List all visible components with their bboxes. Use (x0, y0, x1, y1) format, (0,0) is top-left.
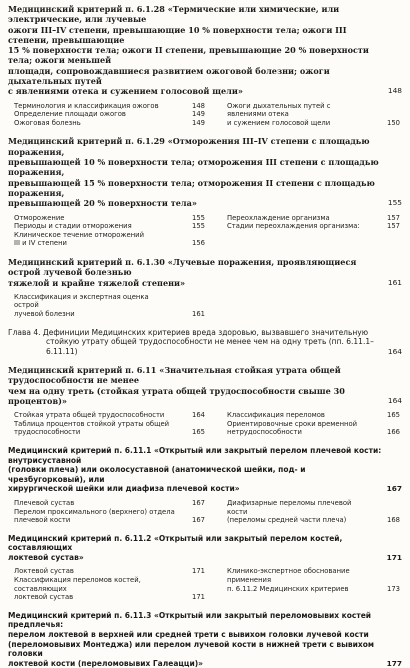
chapter-heading-line: Глава 4. Дефиниции Медицинских критериев вреда здоровью, вызвавшего значительную (8, 327, 369, 337)
toc-subentry[interactable] (14, 576, 205, 602)
toc-subentry[interactable] (227, 419, 400, 437)
page-number: 150 (387, 118, 400, 127)
page-number: 171 (192, 567, 205, 576)
subentries-left (8, 499, 205, 525)
criterion-heading-line: чем на одну треть (стойкая утрата общей трудоспособности свыше 30 процентов)» (8, 385, 345, 406)
toc-subentry[interactable] (227, 498, 400, 525)
criterion-heading[interactable] (8, 4, 402, 97)
subentry-text: Диафизарные переломы плечевой кости (227, 498, 352, 516)
criterion-heading[interactable] (8, 611, 402, 668)
page-number: 157 (387, 213, 400, 222)
criterion-heading-line: Медицинский критерий п. 6.11.1 «Открытый или закрытый перелом плечевой кости: внутрисуставной (8, 445, 382, 465)
toc-subentry[interactable] (14, 411, 205, 420)
subentries-left (8, 567, 205, 601)
criterion-heading-line: превышающей 10 % поверхности тела; отморожения III степени с площадью поражения, (8, 157, 379, 178)
page-number: 148 (387, 86, 402, 96)
subentry-text: нетрудоспособности (227, 428, 302, 437)
toc-subentry[interactable] (14, 567, 205, 576)
chapter-heading[interactable] (8, 328, 402, 357)
page-number: 165 (387, 411, 400, 420)
subentry-text: Локтевой сустав (14, 567, 74, 576)
toc-subentry[interactable] (14, 102, 205, 111)
criterion-heading-line: площади, сопровождавшиеся развитием ожоговой болезни; ожоги дыхательных путей (8, 65, 330, 87)
page-number: 161 (192, 309, 205, 318)
criterion-heading-line: превышающей 15 % поверхности тела; отморожения II степени с площадью поражения, (8, 177, 375, 198)
page-number: 165 (192, 428, 205, 437)
criterion-heading-line: ожоги III–IV степени, превышающие 10 % поверхности тела; ожоги III степени, превышающие (8, 24, 347, 45)
toc-section-6-1-30 (8, 257, 402, 319)
subentries-left (8, 102, 205, 128)
criterion-heading-line: Медицинский критерий п. 6.1.29 «Отморожения III–IV степени с площадью поражения, (8, 136, 370, 157)
criterion-heading-line: тяжелой и крайне тяжелой степени» (8, 277, 186, 288)
page-number: 155 (192, 213, 205, 222)
subentry-text: Ожоги дыхательных путей с явлениями отека (227, 101, 331, 119)
subentries-right (205, 499, 402, 525)
page-number: 167 (192, 516, 205, 525)
toc-subentry[interactable] (14, 214, 205, 223)
page-number: 149 (192, 118, 205, 127)
criterion-heading-line: Медицинский критерий п. 6.11.2 «Открытый или закрытый перелом костей, составляющих (8, 533, 343, 553)
subentry-text: Клинико-экспертное обоснование применения (227, 567, 350, 585)
criterion-heading-line: (головки плеча) или околосуставной (анатомической шейки, под- и чрезбугорковый), или (8, 465, 306, 484)
subentry-text: Переохлаждение организма (227, 213, 330, 222)
toc-subentry[interactable] (227, 567, 400, 593)
page-number: 148 (192, 101, 205, 110)
toc-section-6-11-1 (8, 446, 402, 525)
toc-subentry[interactable] (14, 508, 205, 525)
subentry-text: Таблица процентов стойкой утраты общей (14, 419, 170, 428)
page-number: 164 (387, 395, 402, 405)
toc-subentry[interactable] (14, 499, 205, 508)
toc-subentry[interactable] (14, 119, 205, 128)
subentry-text: Классификация и экспертная оценка острой (14, 292, 149, 310)
toc-subentry[interactable] (227, 222, 400, 231)
subentries-right (205, 293, 402, 319)
toc-subentry[interactable] (14, 231, 205, 248)
subentry-text: лучевой болезни (14, 309, 75, 318)
toc-section-6-1-29 (8, 136, 402, 247)
subentries (8, 102, 402, 128)
subentry-text: Ориентировочные сроки временной (227, 419, 358, 428)
criterion-heading-line: Медицинский критерий п. 6.1.30 «Лучевые поражения, проявляющиеся острой лучевой болезнью (8, 256, 357, 278)
criterion-heading-line: локтевой кости (переломовывих Галеацци)» (8, 658, 204, 668)
subentry-text: Классификация переломов костей, составляющих (14, 576, 141, 593)
subentry-text: п. 6.11.2 Медицинских критериев (227, 584, 349, 593)
page-number: 167 (192, 498, 205, 507)
subentry-text: Классификация переломов (227, 411, 325, 420)
toc-subentry[interactable] (227, 411, 400, 420)
criterion-heading-line: перелом локтевой в верхней или средней трети с вывихом головки лучевой кости (8, 630, 369, 640)
page-number: 177 (386, 658, 402, 668)
subentry-text: Отморожение (14, 213, 65, 222)
page-number: 161 (387, 277, 402, 287)
subentry-text: Клиническое течение отморожений (14, 230, 144, 239)
subentry-text: трудоспособности (14, 428, 81, 437)
criterion-heading-line: 15 % поверхности тела; ожоги II степени, превышающие 20 % поверхности тела; ожоги меньшей (8, 45, 369, 66)
subentries (8, 499, 402, 525)
page-number: 149 (192, 110, 205, 119)
chapter-heading-line: стойкую утрату общей трудоспособности не менее чем на одну треть (пп. 6.11.1– (46, 337, 374, 347)
subentries-right (205, 102, 402, 128)
toc-subentry[interactable] (14, 293, 205, 319)
criterion-heading-line: с явлениями отека и сужением голосовой щели» (8, 86, 243, 97)
criterion-heading[interactable] (8, 534, 402, 563)
subentry-text: Плечевой сустав (14, 498, 75, 507)
criterion-heading[interactable] (8, 257, 402, 288)
toc-subentry[interactable] (227, 213, 400, 223)
subentry-text: плечевой кости (14, 516, 71, 525)
toc-subentry[interactable] (14, 110, 205, 119)
criterion-heading-line: Медицинский критерий п. 6.11.3 «Открытый или закрытый переломовывих костей предплечья: (8, 610, 372, 630)
criterion-heading-line: Медицинский критерий п. 6.11 «Значительная стойкая утрата общей трудоспособности не менее (8, 364, 341, 386)
toc-subentry[interactable] (227, 101, 400, 128)
subentries (8, 411, 402, 437)
subentry-text: Определение площади ожогов (14, 110, 126, 119)
subentry-text: Терминология и классификация ожогов (14, 101, 159, 110)
toc-section-6-11-2 (8, 534, 402, 602)
subentry-text: III и IV степени (14, 239, 67, 248)
criterion-heading[interactable] (8, 136, 402, 208)
page-number: 164 (387, 347, 402, 357)
subentry-text: Стадии переохлаждения организма: (227, 222, 360, 231)
criterion-heading-line: локтевой сустав» (8, 552, 84, 562)
subentry-text: Ожоговая болезнь (14, 118, 81, 127)
page-number: 171 (386, 552, 402, 562)
page-number: 157 (387, 222, 400, 231)
page-number: 167 (386, 484, 402, 494)
subentry-text: локтевой сустав (14, 593, 74, 602)
subentries-left (8, 214, 205, 248)
chapter-heading-line: 6.11.11) (46, 347, 78, 357)
page-number: 156 (192, 239, 205, 248)
toc-subentry[interactable] (14, 420, 205, 437)
criterion-heading-line: хирургической шейки или диафиза плечевой кости» (8, 484, 240, 494)
page-number: 171 (192, 593, 205, 602)
toc-section-6-1-28 (8, 4, 402, 127)
criterion-heading[interactable] (8, 365, 402, 406)
criterion-heading-line: Медицинский критерий п. 6.1.28 «Термические или химические, или электрические, или лучевые (8, 4, 340, 25)
toc-section-6-11-3 (8, 611, 402, 668)
page-number: 155 (192, 222, 205, 231)
criterion-heading-line: (переломовывих Монтеджа) или перелом лучевой кости в нижней трети с вывихом головки (8, 639, 375, 659)
subentry-text: (переломы средней части плеча) (227, 516, 347, 525)
subentries-left (8, 293, 205, 319)
subentry-text: Перелом проксимального (верхнего) отдела (14, 507, 175, 516)
subentries (8, 567, 402, 601)
page-number: 173 (387, 584, 400, 593)
toc-subentry[interactable] (14, 222, 205, 231)
page-number: 168 (387, 516, 400, 525)
page-number: 164 (192, 411, 205, 420)
subentries (8, 293, 402, 319)
criterion-heading[interactable] (8, 446, 402, 494)
subentries (8, 214, 402, 248)
subentries-right (205, 214, 402, 248)
page-number: 166 (387, 428, 400, 437)
subentry-text: Периоды и стадии отморожения (14, 222, 132, 231)
criterion-heading-line: превышающей 20 % поверхности тела» (8, 198, 197, 209)
subentries-right (205, 411, 402, 437)
subentries-left (8, 411, 205, 437)
subentries-right (205, 567, 402, 601)
subentry-text: Стойкая утрата общей трудоспособности (14, 411, 165, 420)
toc-section-6-11 (8, 365, 402, 437)
page-number: 155 (387, 198, 402, 208)
subentry-text: и сужением голосовой щели (227, 118, 331, 127)
